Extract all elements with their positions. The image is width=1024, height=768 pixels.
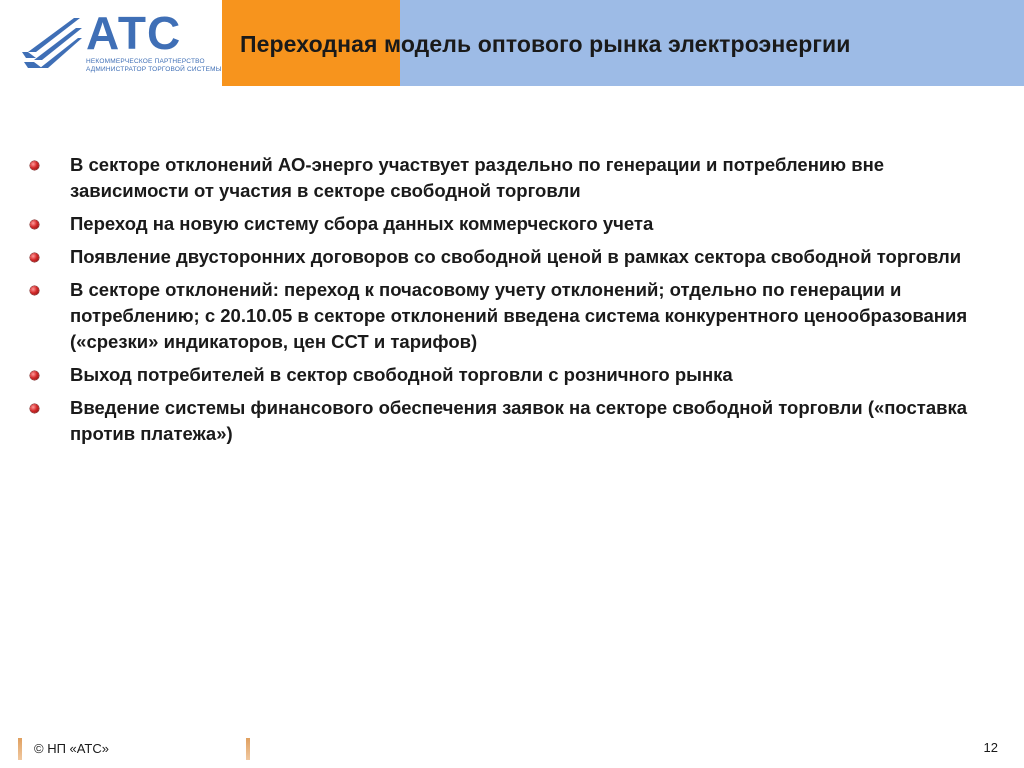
bullet-item <box>30 152 980 204</box>
logo-subtitle-line2: АДМИНИСТРАТОР ТОРГОВОЙ СИСТЕМЫ <box>86 66 222 73</box>
logo-name: АТС <box>86 7 182 59</box>
bullet-item <box>30 244 980 270</box>
bullet-point-icon <box>30 286 39 295</box>
bullet-item <box>30 211 980 237</box>
ats-logo-mark-icon <box>22 18 82 70</box>
bullet-text: Выход потребителей в сектор свободной торговли с розничного рынка <box>70 364 733 385</box>
logo-subtitle-line1: НЕКОММЕРЧЕСКОЕ ПАРТНЕРСТВО <box>86 58 205 65</box>
page-number: 12 <box>983 740 998 755</box>
bullet-item <box>30 362 980 388</box>
bullet-list <box>30 152 980 454</box>
page-title: Переходная модель оптового рынка электроэнергии <box>240 31 851 57</box>
bullet-text: В секторе отклонений АО-энерго участвует раздельно по генерации и потреблению вне зависимости от участия в секторе свободной торговли <box>70 154 885 201</box>
bullet-point-icon <box>30 253 39 262</box>
bullet-point-icon <box>30 371 39 380</box>
footer-copyright: © НП «АТС» <box>34 741 109 756</box>
bullet-text: В секторе отклонений: переход к почасовому учету отклонений; отдельно по генерации и потреблению; с 20.10.05 в секторе отклонений введена система конкурентного ценообразования («срезки» индикаторов, цен ССТ и тарифов) <box>70 279 968 352</box>
footer-divider-left <box>18 738 22 760</box>
bullet-text: Переход на новую систему сбора данных коммерческого учета <box>70 213 654 234</box>
bullet-text: Введение системы финансового обеспечения заявок на секторе свободной торговли («поставка против платежа») <box>70 397 968 444</box>
bullet-point-icon <box>30 404 39 413</box>
bullet-point-icon <box>30 161 39 170</box>
logo-area <box>0 0 222 86</box>
footer-divider-right <box>246 738 250 760</box>
bullet-item <box>30 277 980 355</box>
bullet-item <box>30 395 980 447</box>
bullet-point-icon <box>30 220 39 229</box>
bullet-text: Появление двусторонних договоров со свободной ценой в рамках сектора свободной торговли <box>70 246 962 267</box>
